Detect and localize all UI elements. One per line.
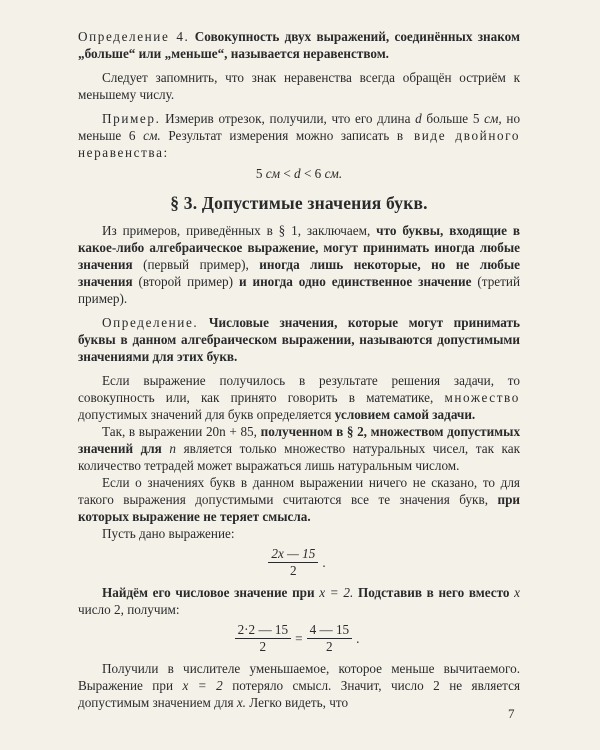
text: допустимых значений для букв определяется <box>78 407 332 422</box>
denominator: 2 <box>326 639 333 655</box>
bold-text: что буквы, входящие в какое-либо алгебраическое выражение, могут принимать иногда любые значения <box>78 223 520 272</box>
spaced-term: множество <box>444 390 520 405</box>
definition-text: Совокупность двух выражений, соединённых знаком „больше“ или „меньше“, называется неравенством. <box>78 29 520 61</box>
paragraph-set <box>78 372 520 423</box>
expression: 20n + 85, <box>205 424 257 439</box>
bold-text: Подставив в него вместо <box>357 584 510 600</box>
bold-text: при которых выражение не теряет смысла. <box>78 492 520 524</box>
condition: x = 2 <box>182 677 223 693</box>
definition-text: Числовые значения, которые могут принимать буквы в данном алгебраическом выражении, называются допустимыми значениями для этих букв. <box>78 315 520 364</box>
equals-sign: = <box>295 630 303 646</box>
bold-text: иногда лишь некоторые, но не любые значения <box>78 257 521 289</box>
example-text: в виде двойного неравенства: <box>78 128 521 160</box>
unit-cm: см, <box>484 111 502 126</box>
definition-admissible <box>78 314 520 365</box>
bold-text: Найдём его числовое значение при <box>102 584 315 600</box>
text: Так, в выражении <box>102 424 203 439</box>
less-than-sign: < <box>303 166 312 181</box>
numerator: 4 — 15 <box>307 622 353 639</box>
definition-label: Определение 4. <box>78 29 190 44</box>
ineq-unit: см <box>265 166 281 181</box>
fraction-expression <box>78 545 520 580</box>
less-than-sign: < <box>283 166 291 181</box>
paragraph-example-expr <box>78 423 520 474</box>
ineq-variable: d <box>294 166 301 181</box>
definition-label: Определение. <box>102 315 199 330</box>
bold-text: и иногда одно единственное значение <box>238 274 472 289</box>
definition-4 <box>78 28 520 62</box>
bold-text: условием самой задачи. <box>334 407 476 422</box>
example-text: Измерив отрезок, получили, что его длина <box>165 111 411 126</box>
text: Получили в числителе уменьшаемое, которое меньше вычитаемого. Выражение при <box>78 660 520 693</box>
text: Если о значениях букв в данном выражении ничего не сказано, то для такого выражения допустимыми считаются все те значения букв, <box>78 475 520 507</box>
text: (третий пример). <box>78 274 521 306</box>
variable-x: x <box>514 584 521 600</box>
example-text: больше 5 <box>426 111 480 126</box>
paragraph-conclusion <box>78 660 520 711</box>
example-text: но меньше 6 <box>78 111 521 143</box>
fraction <box>235 622 292 655</box>
text: Если выражение получилось в результате решения задачи, то совокупность или, как принято говорить в математике, <box>78 373 520 405</box>
paragraph-given: Пусть дано выражение: <box>102 526 235 541</box>
note-paragraph: Следует запомнить, что знак неравенства всегда обращён остриём к меньшему числу. <box>78 70 520 102</box>
ineq-unit: см. <box>324 166 343 181</box>
text: число 2, получим: <box>78 601 180 617</box>
example-paragraph <box>78 110 520 161</box>
double-inequality <box>78 165 520 182</box>
bold-text: полученном в § 2, множеством допустимых значений для <box>78 424 521 456</box>
ineq-left: 5 <box>255 166 263 181</box>
text: (первый пример), <box>143 257 249 272</box>
numerator: 2x — 15 <box>268 546 318 563</box>
unit-cm: см. <box>143 128 161 143</box>
paragraph-admissible <box>78 222 520 307</box>
fraction <box>307 622 353 655</box>
text: Из примеров, приведённых в § 1, заключаем, <box>102 223 371 238</box>
text: (второй пример) <box>138 274 234 289</box>
fraction <box>268 546 318 579</box>
paragraph-substitute <box>78 584 520 618</box>
example-text: Результат измерения можно записать <box>168 128 390 143</box>
section-heading: § 3. Допустимые значения букв. <box>170 193 428 213</box>
denominator: 2 <box>290 563 297 579</box>
text: Легко видеть, что <box>249 694 349 710</box>
example-label: Пример. <box>102 111 161 126</box>
variable-d: d <box>415 111 422 126</box>
page-number: 7 <box>508 706 515 721</box>
condition: x = 2. <box>319 584 354 600</box>
paragraph-meaning <box>78 474 520 525</box>
text: является только множество натуральных чисел, так как количество тетрадей может выражаться лишь натуральным числом. <box>78 441 521 473</box>
period: . <box>322 554 326 570</box>
period: . <box>356 630 360 646</box>
text: потеряло смысл. Значит, число 2 не является допустимым значением для <box>78 677 521 710</box>
denominator: 2 <box>259 639 267 655</box>
ineq-right: 6 <box>314 166 322 181</box>
variable-x: x. <box>236 694 246 710</box>
numerator: 2·2 — 15 <box>235 622 292 639</box>
variable-n: n <box>169 441 176 456</box>
text-column <box>78 28 520 711</box>
fraction-computation <box>78 621 520 656</box>
